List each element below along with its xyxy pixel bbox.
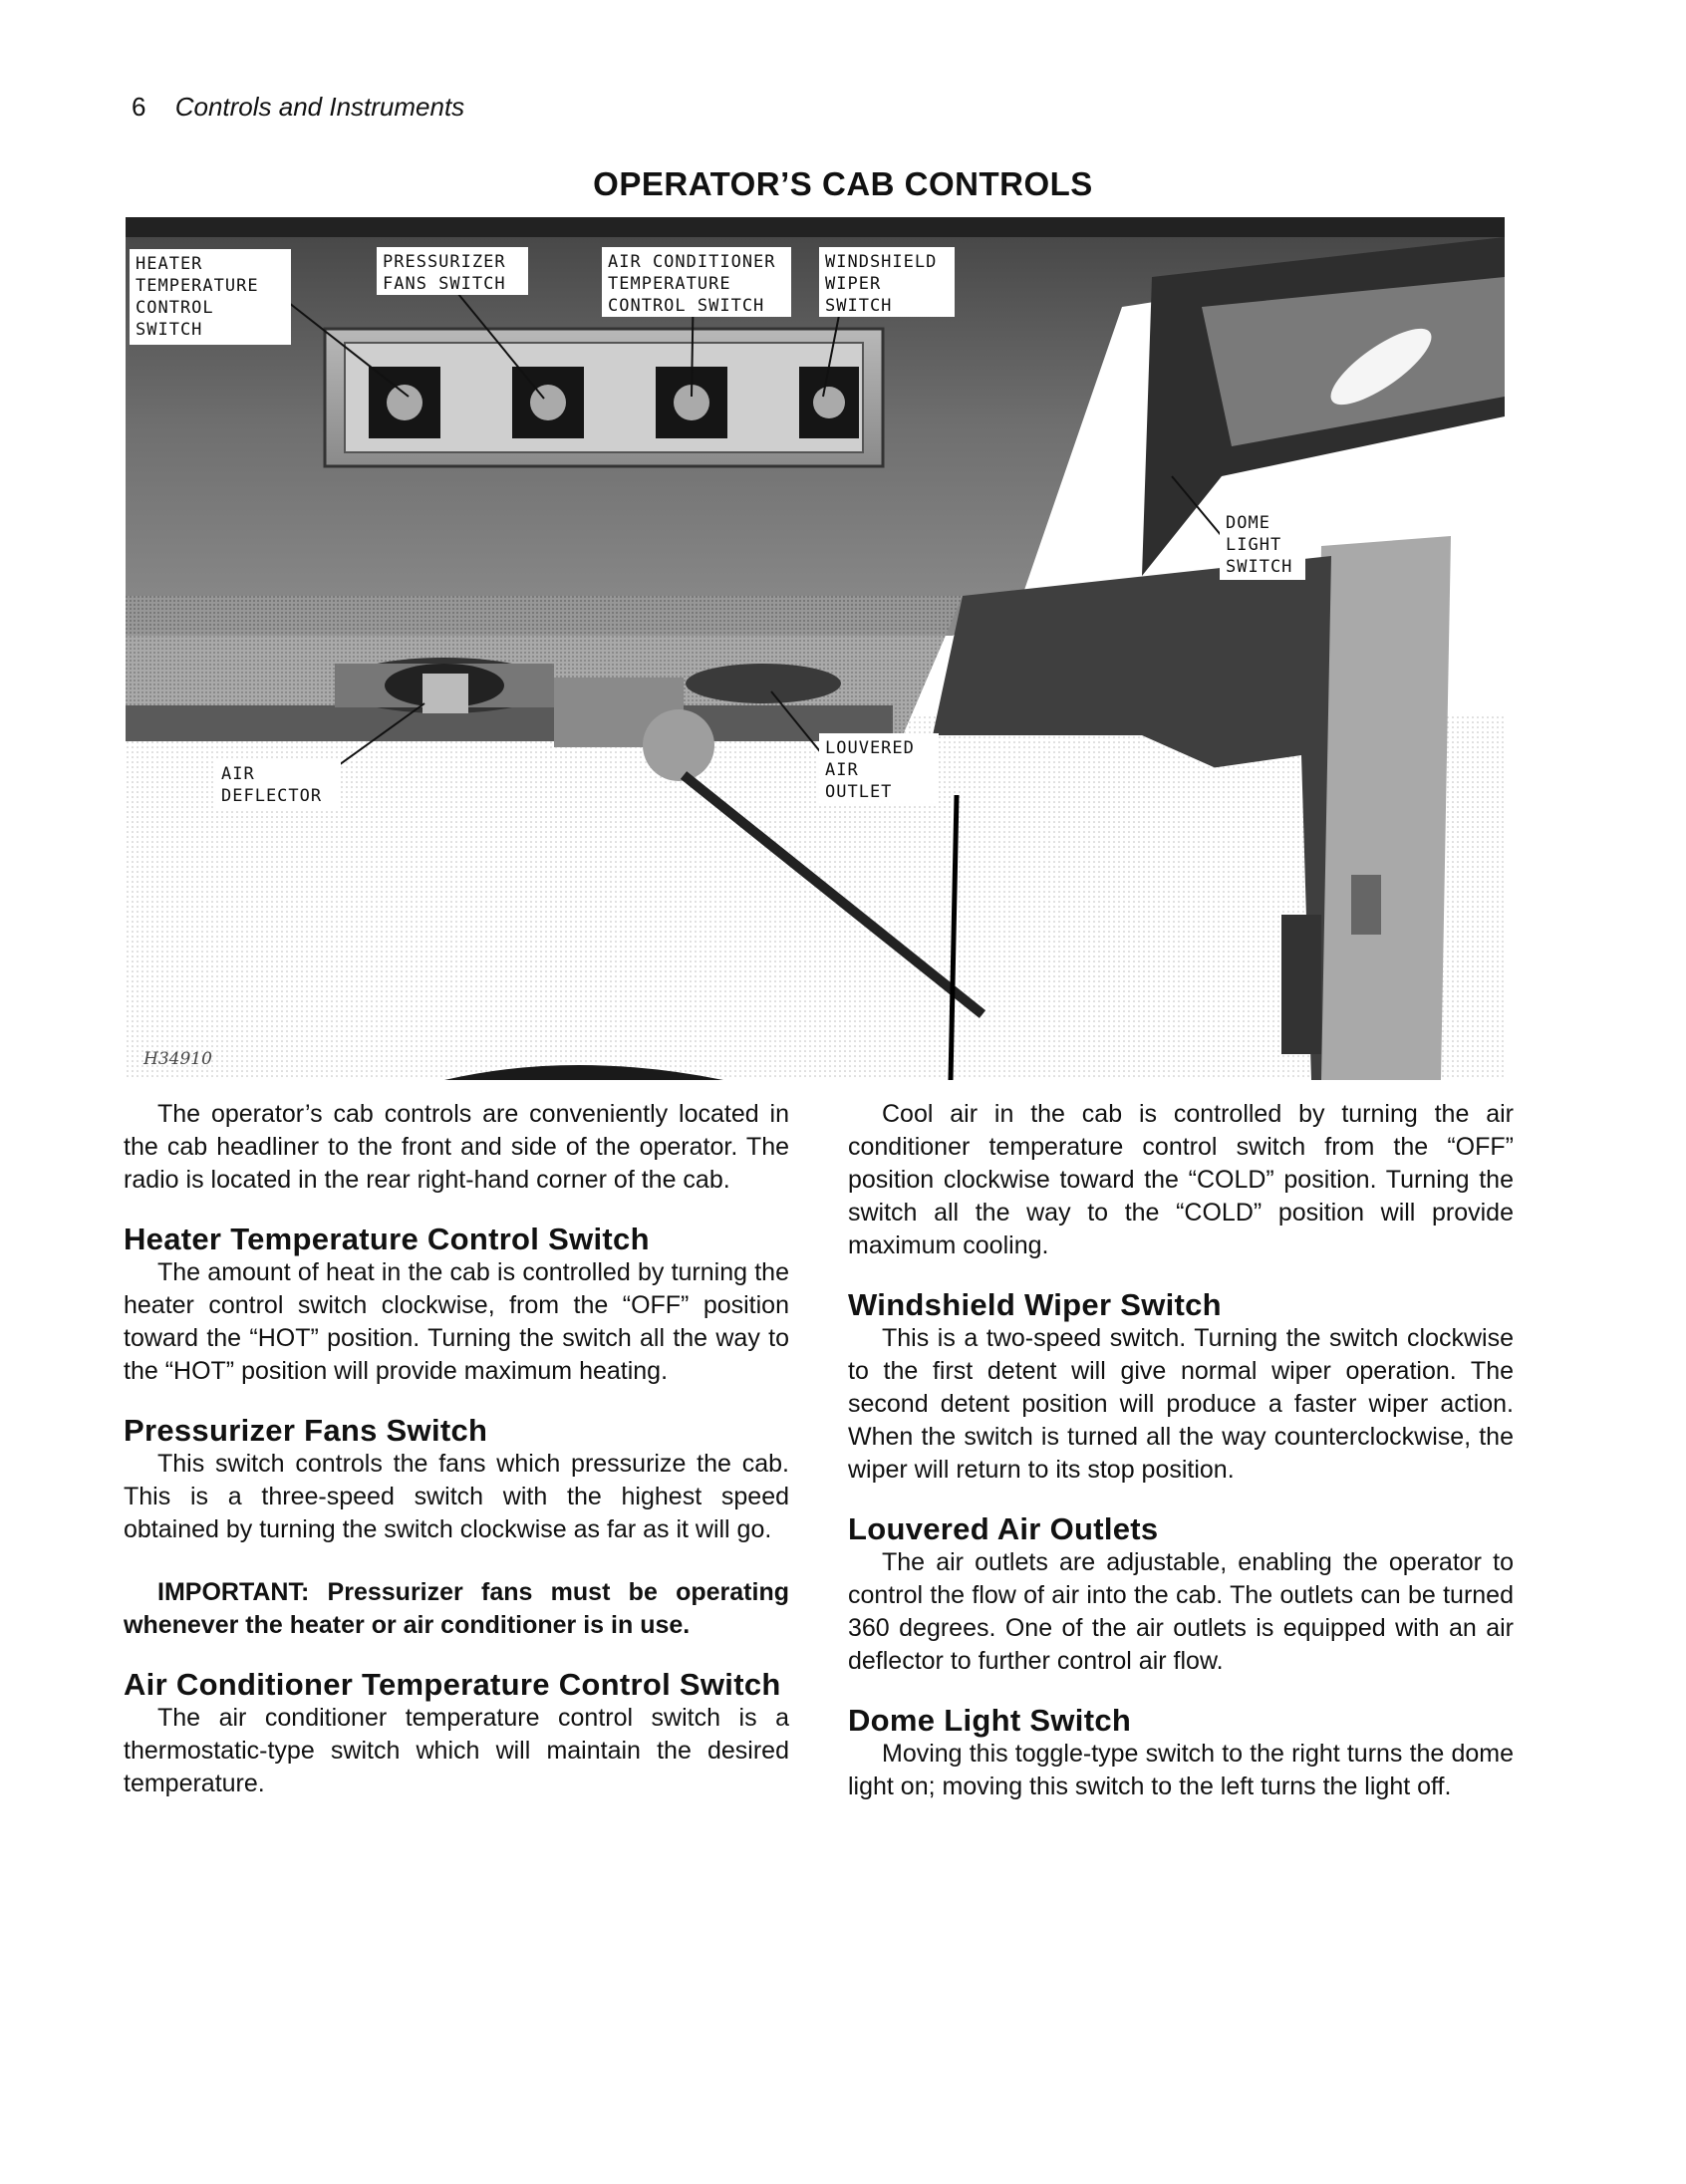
figure-number: H34910	[143, 1049, 212, 1069]
running-head	[132, 92, 464, 123]
svg-text:AIR: AIR	[221, 764, 255, 784]
callout-louvered-outlet	[819, 733, 939, 805]
cab-controls-photo	[126, 217, 1505, 1080]
section-title: Controls and Instruments	[174, 92, 465, 122]
ac-heading: Air Conditioner Temperature Control Switch	[124, 1667, 781, 1702]
svg-text:LOUVERED: LOUVERED	[825, 738, 915, 758]
callout-heater	[130, 249, 291, 345]
svg-text:AIR CONDITIONER: AIR CONDITIONER	[608, 252, 776, 272]
ac-paragraph: The air conditioner temperature control switch is a thermostatic-type switch which will maintain the desired temperature.	[124, 1704, 789, 1797]
svg-text:WIPER: WIPER	[825, 274, 882, 294]
svg-text:HEATER: HEATER	[136, 254, 203, 274]
svg-text:PRESSURIZER: PRESSURIZER	[383, 252, 506, 272]
left-column	[124, 1098, 789, 1800]
svg-text:LIGHT: LIGHT	[1226, 535, 1282, 555]
louvered-paragraph: The air outlets are adjustable, enabling the operator to control the flow of air into the cab. The outlets can be turned 360 degrees. One of the air outlets is equipped with an air deflector to further control air flow.	[848, 1548, 1514, 1675]
svg-text:CONTROL SWITCH: CONTROL SWITCH	[608, 296, 765, 316]
page-number: 6	[132, 92, 146, 122]
callout-air-deflector	[215, 759, 341, 811]
callout-air-conditioner	[602, 247, 791, 317]
dome-heading: Dome Light Switch	[848, 1703, 1132, 1738]
svg-text:WINDSHIELD: WINDSHIELD	[825, 252, 938, 272]
svg-text:OUTLET: OUTLET	[825, 782, 893, 802]
important-note: IMPORTANT: Pressurizer fans must be operating whenever the heater or air conditioner is in use.	[124, 1578, 789, 1639]
svg-text:SWITCH: SWITCH	[825, 296, 893, 316]
intro-paragraph: The operator’s cab controls are conveniently located in the cab headliner to the front and side of the operator. The radio is located in the rear right-hand corner of the cab.	[124, 1100, 789, 1194]
svg-text:DEFLECTOR: DEFLECTOR	[221, 786, 323, 806]
svg-text:DOME: DOME	[1226, 513, 1270, 533]
dome-paragraph: Moving this toggle-type switch to the right turns the dome light on; moving this switch to the left turns the light off.	[848, 1740, 1514, 1800]
louvered-heading: Louvered Air Outlets	[848, 1511, 1159, 1546]
pressurizer-heading: Pressurizer Fans Switch	[124, 1413, 488, 1448]
right-column	[848, 1098, 1514, 1803]
heater-paragraph: The amount of heat in the cab is controlled by turning the heater control switch clockwise, from the “OFF” position toward the “HOT” position. Turning the switch all the way to the “HOT” position will provide maximum heating.	[124, 1258, 789, 1385]
cool-air-paragraph: Cool air in the cab is controlled by turning the air conditioner temperature control switch from the “OFF” position clockwise toward the “COLD” position. Turning the switch all the way to the “COLD” position will provide maximum cooling.	[848, 1100, 1514, 1259]
svg-text:SWITCH: SWITCH	[1226, 557, 1293, 577]
callout-dome-light	[1220, 508, 1305, 580]
svg-text:CONTROL: CONTROL	[136, 298, 214, 318]
page-title: OPERATOR’S CAB CONTROLS	[593, 165, 1093, 202]
svg-text:AIR: AIR	[825, 760, 859, 780]
wiper-heading: Windshield Wiper Switch	[848, 1287, 1222, 1322]
svg-text:TEMPERATURE: TEMPERATURE	[608, 274, 731, 294]
callout-windshield-wiper	[819, 247, 955, 317]
svg-text:SWITCH: SWITCH	[136, 320, 203, 340]
svg-text:TEMPERATURE: TEMPERATURE	[136, 276, 259, 296]
wiper-paragraph: This is a two-speed switch. Turning the switch clockwise to the first detent will give normal wiper operation. The second detent position will produce a faster wiper action. When the switch is turned all the way counterclockwise, the wiper will return to its stop position.	[848, 1324, 1514, 1484]
pressurizer-paragraph: This switch controls the fans which pressurize the cab. This is a three-speed switch with the highest speed obtained by turning the switch clockwise as far as it will go.	[124, 1450, 789, 1543]
callout-pressurizer	[377, 247, 528, 295]
svg-text:FANS SWITCH: FANS SWITCH	[383, 274, 506, 294]
heater-heading: Heater Temperature Control Switch	[124, 1222, 650, 1256]
